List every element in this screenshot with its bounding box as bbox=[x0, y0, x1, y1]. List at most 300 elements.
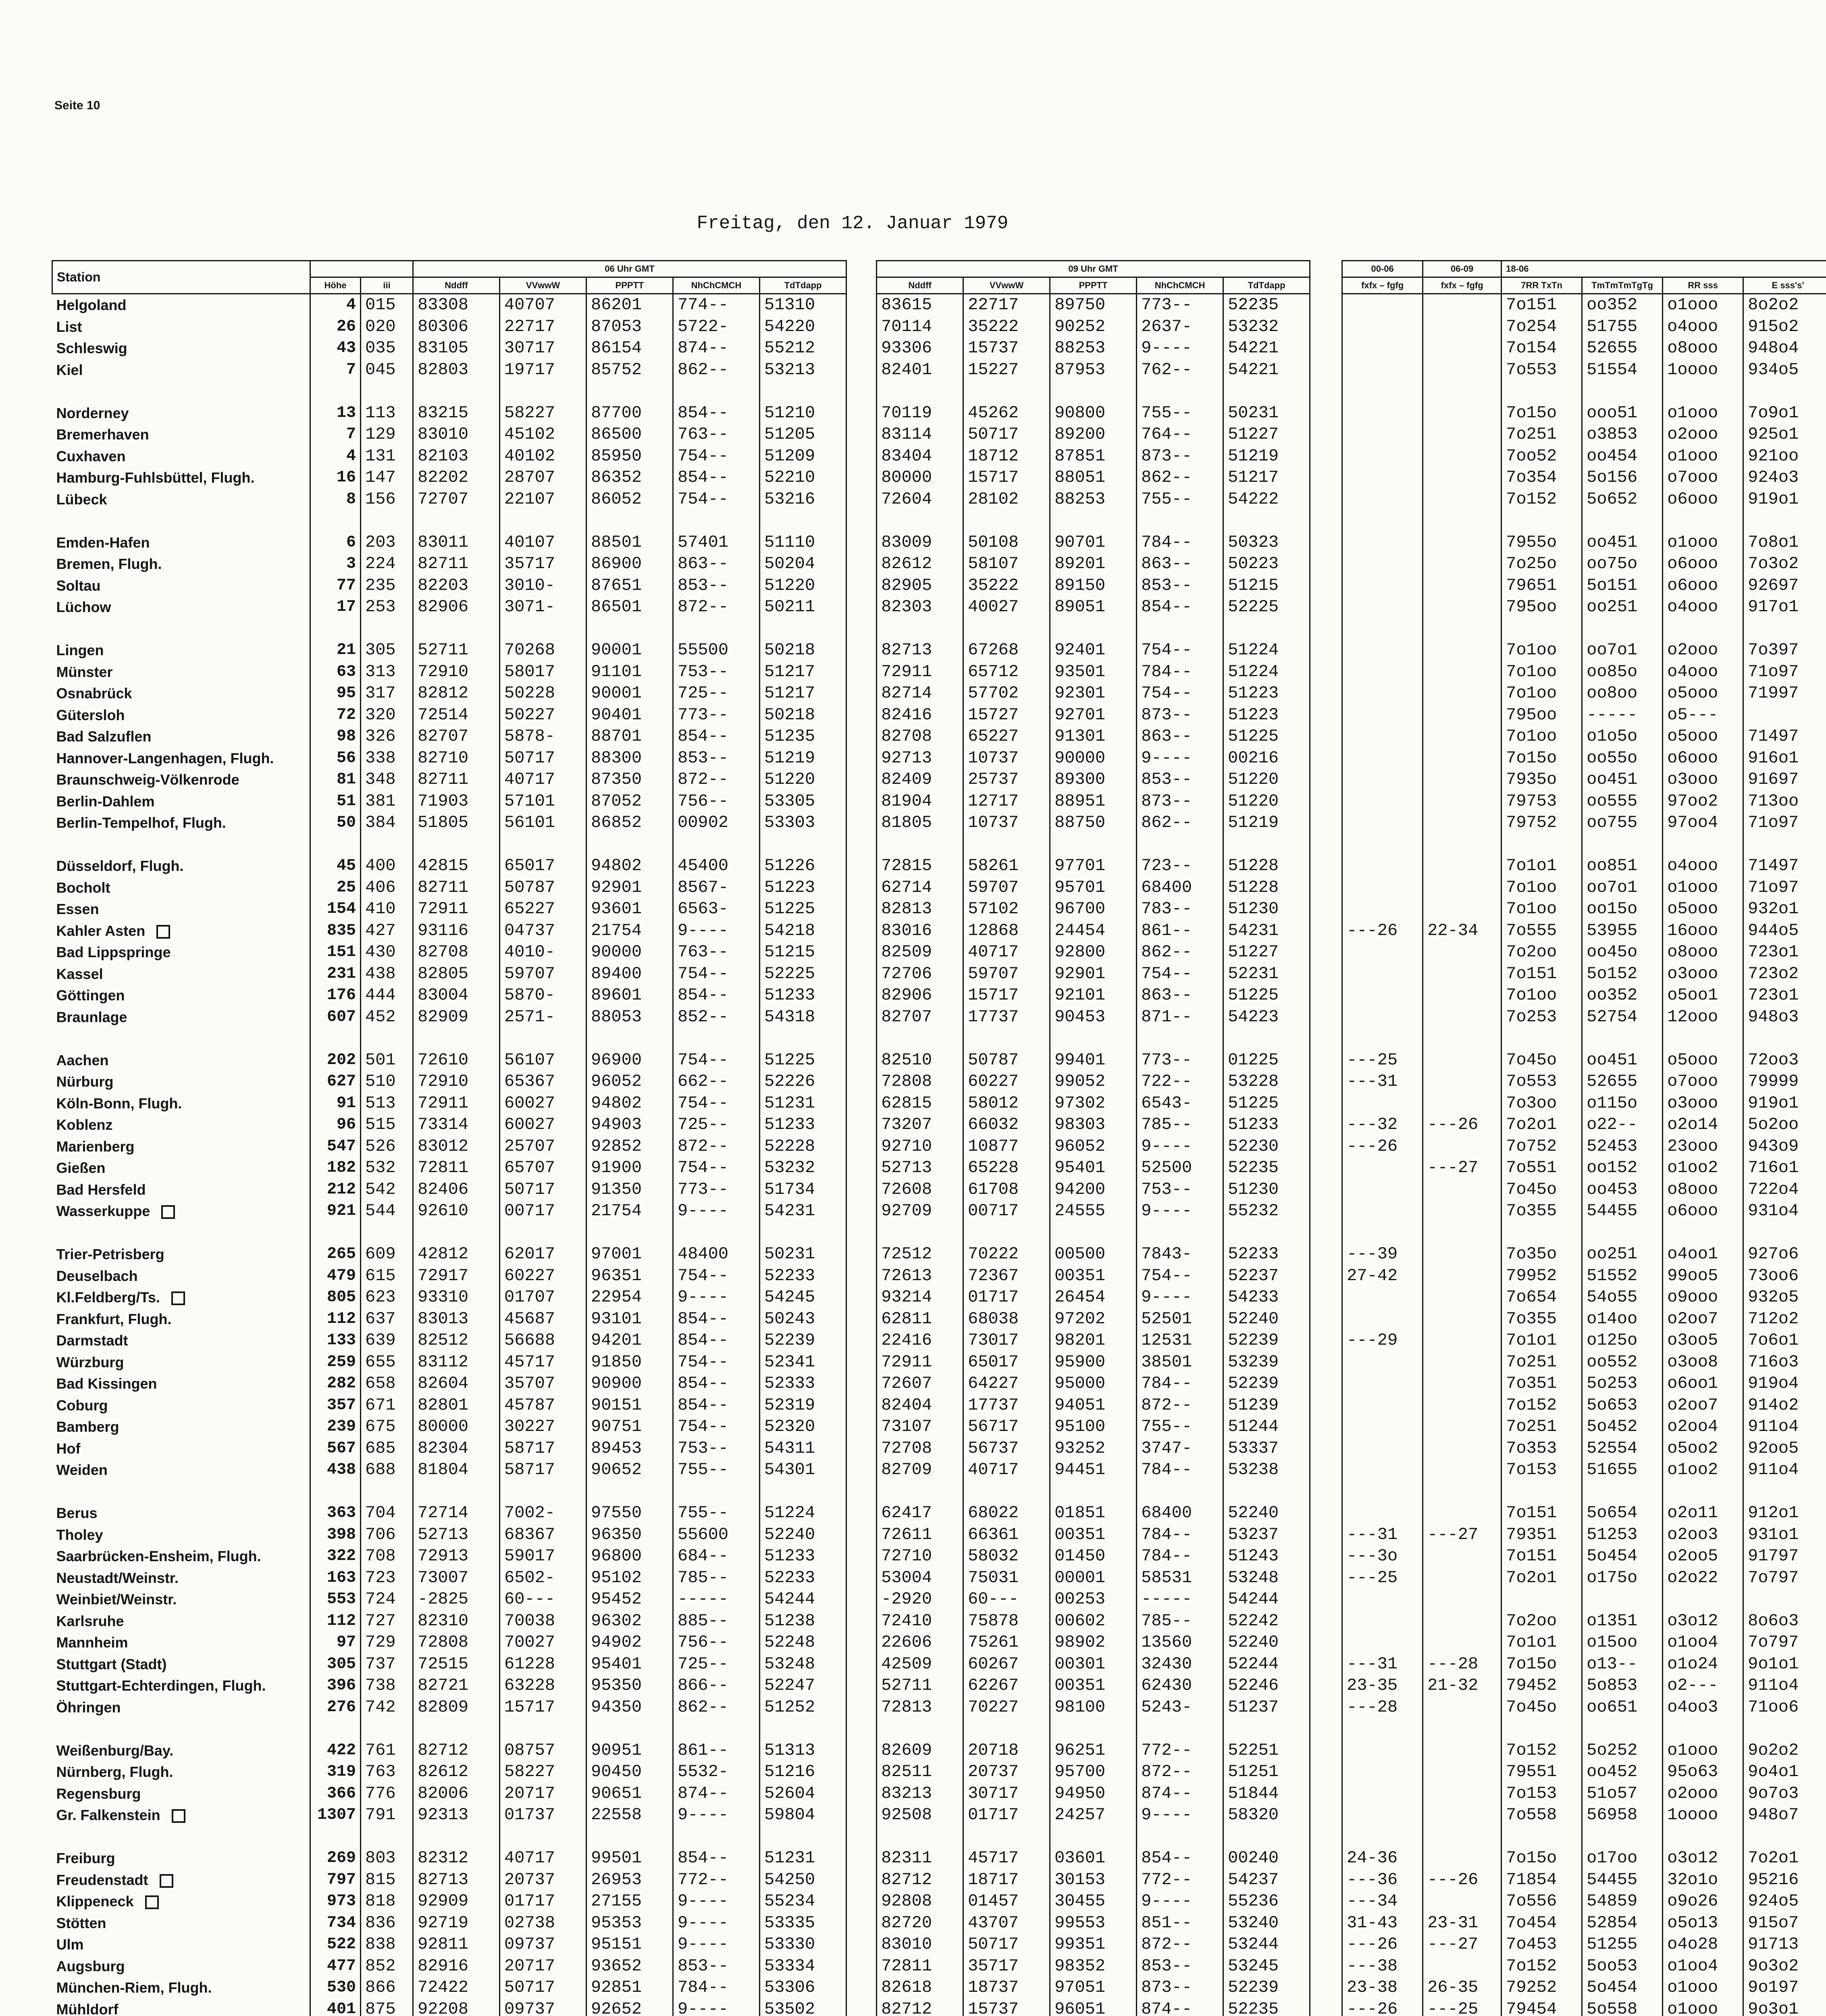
obs-09-value: 51219 bbox=[1223, 812, 1310, 834]
obs-06-value: 97550 bbox=[586, 1502, 673, 1524]
extra-value: o22-- bbox=[1582, 1114, 1663, 1136]
obs-06-value: 82103 bbox=[413, 446, 500, 467]
obs-09-value: 00602 bbox=[1050, 1610, 1137, 1632]
station-label: Coburg bbox=[56, 1397, 108, 1414]
station-name bbox=[52, 1459, 310, 1481]
extra-value bbox=[1423, 1740, 1502, 1762]
extra-value: 7935o bbox=[1502, 769, 1582, 791]
station-label: Düsseldorf, Flugh. bbox=[56, 858, 184, 874]
station-label: Göttingen bbox=[56, 987, 125, 1004]
extra-value: 716o1 bbox=[1743, 1157, 1826, 1179]
header-esss: E sss's' bbox=[1743, 277, 1826, 294]
extra-value: 5o654 bbox=[1582, 1502, 1663, 1524]
extra-value: o2oo7 bbox=[1663, 1308, 1743, 1330]
extra-value: 72oo3 bbox=[1743, 1050, 1826, 1071]
extra-value: ---28 bbox=[1423, 1654, 1502, 1675]
obs-06-value: 96052 bbox=[586, 1071, 673, 1093]
extra-value bbox=[1423, 1438, 1502, 1460]
extra-value: 5o454 bbox=[1582, 1977, 1663, 1999]
obs-06-value: 54220 bbox=[760, 316, 846, 338]
obs-09-value: 722-- bbox=[1137, 1071, 1223, 1093]
obs-06-value: 92811 bbox=[413, 1934, 500, 1956]
obs-09-value: 12531 bbox=[1137, 1330, 1223, 1352]
extra-value: 931o4 bbox=[1743, 1200, 1826, 1222]
extra-value bbox=[1423, 316, 1502, 338]
obs-06-value: 93310 bbox=[413, 1287, 500, 1308]
obs-09-value: 854-- bbox=[1137, 1847, 1223, 1869]
extra-value bbox=[1502, 1589, 1582, 1610]
extra-value bbox=[1342, 726, 1423, 748]
obs-09-value: 762-- bbox=[1137, 359, 1223, 381]
obs-06-value: 862-- bbox=[673, 1697, 760, 1718]
obs-06-value: 58717 bbox=[500, 1438, 586, 1460]
extra-value: ---26 bbox=[1342, 1999, 1423, 2016]
obs-06-value: 52226 bbox=[760, 1071, 846, 1093]
extra-value bbox=[1342, 877, 1423, 899]
obs-09-value: 22606 bbox=[877, 1632, 963, 1654]
obs-06-value: 22558 bbox=[586, 1804, 673, 1826]
extra-value: oo8oo bbox=[1582, 683, 1663, 704]
obs-09-value: 784-- bbox=[1137, 1373, 1223, 1395]
obs-09-value: 52713 bbox=[877, 1157, 963, 1179]
extra-value: 7o355 bbox=[1502, 1200, 1582, 1222]
obs-09-value: 95900 bbox=[1050, 1352, 1137, 1373]
station-row bbox=[52, 1157, 1826, 1179]
extra-value: o5ooo bbox=[1663, 1050, 1743, 1071]
obs-06-value: 854-- bbox=[673, 985, 760, 1006]
station-row bbox=[52, 1265, 1826, 1287]
extra-value: o1351 bbox=[1582, 1610, 1663, 1632]
station-height: 319 bbox=[310, 1761, 361, 1783]
extra-value bbox=[1423, 1956, 1502, 1977]
station-height: 522 bbox=[310, 1934, 361, 1956]
obs-09-value: 87851 bbox=[1050, 446, 1137, 467]
obs-09-value: 50717 bbox=[963, 424, 1050, 446]
station-height: 438 bbox=[310, 1459, 361, 1481]
extra-value: o9o26 bbox=[1663, 1891, 1743, 1912]
obs-06-value: 90450 bbox=[586, 1761, 673, 1783]
station-row bbox=[52, 704, 1826, 726]
obs-09-value: 83016 bbox=[877, 920, 963, 942]
station-index: 671 bbox=[361, 1395, 413, 1416]
obs-06-value: 91350 bbox=[586, 1179, 673, 1201]
station-index: 708 bbox=[361, 1545, 413, 1567]
obs-06-value: 60227 bbox=[500, 1265, 586, 1287]
obs-09-value: 53228 bbox=[1223, 1071, 1310, 1093]
extra-value bbox=[1423, 1136, 1502, 1158]
obs-06-value: 95452 bbox=[586, 1589, 673, 1610]
extra-value: 7o152 bbox=[1502, 489, 1582, 510]
extra-value: o8ooo bbox=[1663, 941, 1743, 963]
station-label: Stuttgart-Echterdingen, Flugh. bbox=[56, 1677, 266, 1694]
station-index: 738 bbox=[361, 1675, 413, 1697]
extra-value: ---29 bbox=[1342, 1330, 1423, 1352]
station-label: Ulm bbox=[56, 1936, 84, 1953]
extra-value bbox=[1423, 1352, 1502, 1373]
obs-06-value: 91900 bbox=[586, 1157, 673, 1179]
obs-09-value: 72367 bbox=[963, 1265, 1050, 1287]
obs-09-value: 65228 bbox=[963, 1157, 1050, 1179]
station-row bbox=[52, 661, 1826, 683]
obs-06-value: 93101 bbox=[586, 1308, 673, 1330]
obs-09-value: 92101 bbox=[1050, 985, 1137, 1006]
obs-09-value: 51219 bbox=[1223, 446, 1310, 467]
obs-06-value: 99501 bbox=[586, 1847, 673, 1869]
station-height: 81 bbox=[310, 769, 361, 791]
extra-value: 5o151 bbox=[1582, 575, 1663, 597]
obs-09-value: 754-- bbox=[1137, 683, 1223, 704]
obs-09-value: 862-- bbox=[1137, 941, 1223, 963]
obs-06-value: 80000 bbox=[413, 1416, 500, 1438]
extra-value: 914o2 bbox=[1743, 1395, 1826, 1416]
obs-09-value: 72607 bbox=[877, 1373, 963, 1395]
extra-value: ---27 bbox=[1423, 1157, 1502, 1179]
obs-09-value: 53337 bbox=[1223, 1438, 1310, 1460]
obs-06-value: 51231 bbox=[760, 1847, 846, 1869]
obs-09-value: 54233 bbox=[1223, 1287, 1310, 1308]
station-height: 547 bbox=[310, 1136, 361, 1158]
obs-06-value: 51226 bbox=[760, 855, 846, 877]
obs-09-value: 58032 bbox=[963, 1545, 1050, 1567]
station-height: 43 bbox=[310, 337, 361, 359]
obs-09-value: 50717 bbox=[963, 1934, 1050, 1956]
station-height: 112 bbox=[310, 1610, 361, 1632]
obs-06-value: 20737 bbox=[500, 1869, 586, 1891]
obs-06-value: 95350 bbox=[586, 1675, 673, 1697]
header-vvwww-06: VVwwW bbox=[500, 277, 586, 294]
obs-06-value: 72917 bbox=[413, 1265, 500, 1287]
obs-09-value: 89150 bbox=[1050, 575, 1137, 597]
station-height: 97 bbox=[310, 1632, 361, 1654]
station-label: Regensburg bbox=[56, 1785, 141, 1802]
extra-value: ---34 bbox=[1342, 1891, 1423, 1912]
header-period-2: 06-09 bbox=[1423, 261, 1502, 277]
extra-value: 52655 bbox=[1582, 337, 1663, 359]
extra-value: 716o3 bbox=[1743, 1352, 1826, 1373]
obs-09-value: 00253 bbox=[1050, 1589, 1137, 1610]
extra-value: 5o558 bbox=[1582, 1999, 1663, 2016]
obs-06-value: 53334 bbox=[760, 1956, 846, 1977]
obs-09-value: 87953 bbox=[1050, 359, 1137, 381]
extra-value bbox=[1342, 424, 1423, 446]
station-row bbox=[52, 1243, 1826, 1265]
obs-09-value: 93214 bbox=[877, 1287, 963, 1308]
obs-09-value: 61708 bbox=[963, 1179, 1050, 1201]
extra-value: 9o3o1 bbox=[1743, 1999, 1826, 2016]
obs-09-value: 53248 bbox=[1223, 1567, 1310, 1589]
obs-06-value: 90900 bbox=[586, 1373, 673, 1395]
extra-value: ---25 bbox=[1423, 1999, 1502, 2016]
station-name bbox=[52, 1697, 310, 1718]
extra-value: o1o5o bbox=[1582, 726, 1663, 748]
obs-09-value: 01450 bbox=[1050, 1545, 1137, 1567]
station-label: Frankfurt, Flugh. bbox=[56, 1310, 172, 1327]
extra-value bbox=[1423, 963, 1502, 985]
obs-09-value: 18717 bbox=[963, 1869, 1050, 1891]
station-row bbox=[52, 1200, 1826, 1222]
extra-value: oo651 bbox=[1582, 1697, 1663, 1718]
station-name bbox=[52, 704, 310, 726]
header-nh-06: NhChCMCH bbox=[673, 277, 760, 294]
obs-09-value: 82906 bbox=[877, 985, 963, 1006]
extra-value: o14oo bbox=[1582, 1308, 1663, 1330]
obs-09-value: 62417 bbox=[877, 1502, 963, 1524]
station-row bbox=[52, 855, 1826, 877]
extra-value: 795oo bbox=[1502, 596, 1582, 618]
obs-09-value: 51244 bbox=[1223, 1416, 1310, 1438]
obs-06-value: 96302 bbox=[586, 1610, 673, 1632]
obs-09-value: 871-- bbox=[1137, 1006, 1223, 1028]
obs-09-value: 764-- bbox=[1137, 424, 1223, 446]
group-spacer bbox=[52, 1481, 1826, 1503]
station-height: 973 bbox=[310, 1891, 361, 1912]
station-index: 427 bbox=[361, 920, 413, 942]
obs-06-value: 4010- bbox=[500, 941, 586, 963]
extra-value bbox=[1423, 1567, 1502, 1589]
extra-value bbox=[1342, 596, 1423, 618]
station-index: 320 bbox=[361, 704, 413, 726]
obs-09-value: 99052 bbox=[1050, 1071, 1137, 1093]
station-row bbox=[52, 1783, 1826, 1805]
mountain-station-marker bbox=[161, 1205, 175, 1219]
obs-06-value: 80306 bbox=[413, 316, 500, 338]
station-name bbox=[52, 1200, 310, 1222]
header-gust-1: fxfx – fgfg bbox=[1342, 277, 1423, 294]
obs-09-value: 52240 bbox=[1223, 1308, 1310, 1330]
obs-06-value: 81804 bbox=[413, 1459, 500, 1481]
extra-value: 919o1 bbox=[1743, 1093, 1826, 1114]
station-height: 51 bbox=[310, 791, 361, 812]
station-row bbox=[52, 467, 1826, 489]
station-row bbox=[52, 1373, 1826, 1395]
station-index: 838 bbox=[361, 1934, 413, 1956]
station-height: 567 bbox=[310, 1438, 361, 1460]
obs-06-value: 90401 bbox=[586, 704, 673, 726]
extra-value: 7o1oo bbox=[1502, 726, 1582, 748]
station-index: 727 bbox=[361, 1610, 413, 1632]
station-name bbox=[52, 1654, 310, 1675]
extra-value: 8o2o2 bbox=[1743, 294, 1826, 316]
obs-09-value: 51220 bbox=[1223, 791, 1310, 812]
obs-06-value: 58227 bbox=[500, 402, 586, 424]
obs-09-value: 96700 bbox=[1050, 898, 1137, 920]
header-row-columns bbox=[52, 277, 1826, 294]
obs-06-value: 95353 bbox=[586, 1912, 673, 1934]
obs-06-value: 01737 bbox=[500, 1804, 586, 1826]
obs-06-value: 82612 bbox=[413, 1761, 500, 1783]
obs-06-value: 50231 bbox=[760, 1243, 846, 1265]
obs-09-value: 01225 bbox=[1223, 1050, 1310, 1071]
station-row bbox=[52, 1438, 1826, 1460]
obs-06-value: 86501 bbox=[586, 596, 673, 618]
obs-06-value: 30227 bbox=[500, 1416, 586, 1438]
station-index: 381 bbox=[361, 791, 413, 812]
extra-value bbox=[1342, 1438, 1423, 1460]
obs-06-value: 56101 bbox=[500, 812, 586, 834]
obs-06-value: ----- bbox=[673, 1589, 760, 1610]
header-tm: TmTmTmTgTg bbox=[1582, 277, 1663, 294]
extra-value bbox=[1423, 1610, 1502, 1632]
station-label: Saarbrücken-Ensheim, Flugh. bbox=[56, 1548, 261, 1564]
obs-06-value: 40717 bbox=[500, 1847, 586, 1869]
obs-06-value: 773-- bbox=[673, 1179, 760, 1201]
extra-value: 5o252 bbox=[1582, 1740, 1663, 1762]
extra-value: 943o9 bbox=[1743, 1136, 1826, 1158]
extra-value: o3ooo bbox=[1663, 1093, 1743, 1114]
obs-06-value: 51233 bbox=[760, 985, 846, 1006]
obs-06-value: 58227 bbox=[500, 1761, 586, 1783]
obs-06-value: 853-- bbox=[673, 748, 760, 769]
obs-06-value: 50717 bbox=[500, 748, 586, 769]
obs-09-value: 20737 bbox=[963, 1761, 1050, 1783]
obs-09-value: 99351 bbox=[1050, 1934, 1137, 1956]
station-name bbox=[52, 1502, 310, 1524]
extra-value bbox=[1342, 941, 1423, 963]
station-row bbox=[52, 683, 1826, 704]
extra-value: o6ooo bbox=[1663, 553, 1743, 575]
station-index: 515 bbox=[361, 1114, 413, 1136]
obs-09-value: 01717 bbox=[963, 1287, 1050, 1308]
extra-value: 7o152 bbox=[1502, 1956, 1582, 1977]
obs-06-value: 51210 bbox=[760, 402, 846, 424]
obs-06-value: 854-- bbox=[673, 1308, 760, 1330]
station-name bbox=[52, 898, 310, 920]
obs-09-value: 754-- bbox=[1137, 963, 1223, 985]
extra-value: o9ooo bbox=[1663, 1287, 1743, 1308]
station-index: 639 bbox=[361, 1330, 413, 1352]
obs-06-value: 90951 bbox=[586, 1740, 673, 1762]
obs-09-value: 52239 bbox=[1223, 1373, 1310, 1395]
obs-06-value: 87052 bbox=[586, 791, 673, 812]
extra-value: o3oo5 bbox=[1663, 1330, 1743, 1352]
extra-value bbox=[1342, 748, 1423, 769]
station-row bbox=[52, 489, 1826, 510]
station-row bbox=[52, 446, 1826, 467]
extra-value: oo7o1 bbox=[1582, 639, 1663, 661]
extra-value: 7o453 bbox=[1502, 1934, 1582, 1956]
extra-value: 921oo bbox=[1743, 446, 1826, 467]
extra-value: 23-35 bbox=[1342, 1675, 1423, 1697]
obs-09-value: 00351 bbox=[1050, 1524, 1137, 1546]
obs-06-value: 52233 bbox=[760, 1265, 846, 1287]
extra-value: o1ooo bbox=[1663, 1999, 1743, 2016]
obs-09-value: 98100 bbox=[1050, 1697, 1137, 1718]
obs-09-value: 872-- bbox=[1137, 1395, 1223, 1416]
obs-09-value: 52233 bbox=[1223, 1243, 1310, 1265]
station-index: 866 bbox=[361, 1977, 413, 1999]
station-row bbox=[52, 1654, 1826, 1675]
obs-09-value: 91301 bbox=[1050, 726, 1137, 748]
extra-value: 7o251 bbox=[1502, 1352, 1582, 1373]
extra-value: o115o bbox=[1582, 1093, 1663, 1114]
obs-09-value: 82409 bbox=[877, 769, 963, 791]
station-name bbox=[52, 316, 310, 338]
obs-09-value: 50223 bbox=[1223, 553, 1310, 575]
station-index: 704 bbox=[361, 1502, 413, 1524]
obs-09-value: 10737 bbox=[963, 812, 1050, 834]
station-label: Hof bbox=[56, 1440, 81, 1457]
station-label: Karlsruhe bbox=[56, 1612, 124, 1629]
extra-value bbox=[1342, 769, 1423, 791]
obs-09-value: 35717 bbox=[963, 1956, 1050, 1977]
station-name bbox=[52, 575, 310, 597]
obs-06-value: 82713 bbox=[413, 1869, 500, 1891]
station-label: Kl.Feldberg/Ts. bbox=[56, 1289, 160, 1306]
obs-06-value: 3010- bbox=[500, 575, 586, 597]
extra-value bbox=[1423, 985, 1502, 1006]
station-height: 363 bbox=[310, 1502, 361, 1524]
extra-value: 7o151 bbox=[1502, 294, 1582, 316]
obs-06-value: 53335 bbox=[760, 1912, 846, 1934]
obs-09-value: 12868 bbox=[963, 920, 1050, 942]
obs-06-value: 82916 bbox=[413, 1956, 500, 1977]
obs-09-value: 00216 bbox=[1223, 748, 1310, 769]
station-index: 406 bbox=[361, 877, 413, 899]
obs-09-value: 24257 bbox=[1050, 1804, 1137, 1826]
obs-06-value: 82801 bbox=[413, 1395, 500, 1416]
obs-06-value: 88501 bbox=[586, 532, 673, 554]
station-name bbox=[52, 532, 310, 554]
station-row bbox=[52, 1761, 1826, 1783]
obs-09-value: 20718 bbox=[963, 1740, 1050, 1762]
obs-09-value: 82720 bbox=[877, 1912, 963, 1934]
obs-06-value: 51233 bbox=[760, 1114, 846, 1136]
obs-09-value: 51243 bbox=[1223, 1545, 1310, 1567]
station-index: 444 bbox=[361, 985, 413, 1006]
obs-09-value: 24555 bbox=[1050, 1200, 1137, 1222]
obs-09-value: 58531 bbox=[1137, 1567, 1223, 1589]
extra-value bbox=[1423, 294, 1502, 316]
obs-06-value: 92901 bbox=[586, 877, 673, 899]
extra-value bbox=[1342, 812, 1423, 834]
obs-06-value: 50204 bbox=[760, 553, 846, 575]
station-row bbox=[52, 1416, 1826, 1438]
extra-value: o1ooo bbox=[1663, 1977, 1743, 1999]
obs-09-value: 51225 bbox=[1223, 726, 1310, 748]
obs-06-value: 57101 bbox=[500, 791, 586, 812]
obs-09-value: 95100 bbox=[1050, 1416, 1137, 1438]
extra-value: 7o253 bbox=[1502, 1006, 1582, 1028]
station-index: 615 bbox=[361, 1265, 413, 1287]
station-height: 26 bbox=[310, 316, 361, 338]
extra-value bbox=[1342, 1200, 1423, 1222]
obs-06-value: 53232 bbox=[760, 1157, 846, 1179]
obs-09-value: 62267 bbox=[963, 1675, 1050, 1697]
extra-value: 7o45o bbox=[1502, 1697, 1582, 1718]
station-index: 723 bbox=[361, 1567, 413, 1589]
extra-value: o2o14 bbox=[1663, 1114, 1743, 1136]
extra-value: 7oo52 bbox=[1502, 446, 1582, 467]
station-row bbox=[52, 1071, 1826, 1093]
obs-09-value: 10737 bbox=[963, 748, 1050, 769]
station-row bbox=[52, 1610, 1826, 1632]
extra-value bbox=[1342, 1308, 1423, 1330]
station-index: 655 bbox=[361, 1352, 413, 1373]
extra-value: o5oo1 bbox=[1663, 985, 1743, 1006]
extra-value bbox=[1423, 1632, 1502, 1654]
extra-value: 7o1oo bbox=[1502, 661, 1582, 683]
obs-06-value: 754-- bbox=[673, 1093, 760, 1114]
extra-value: 7o254 bbox=[1502, 316, 1582, 338]
obs-06-value: 772-- bbox=[673, 1869, 760, 1891]
station-label: Weinbiet/Weinstr. bbox=[56, 1591, 177, 1608]
extra-value: 5o452 bbox=[1582, 1416, 1663, 1438]
extra-value: 5o2oo bbox=[1743, 1114, 1826, 1136]
mountain-station-marker bbox=[172, 1809, 185, 1823]
obs-06-value: 885-- bbox=[673, 1610, 760, 1632]
station-name bbox=[52, 1179, 310, 1201]
obs-06-value: 02738 bbox=[500, 1912, 586, 1934]
